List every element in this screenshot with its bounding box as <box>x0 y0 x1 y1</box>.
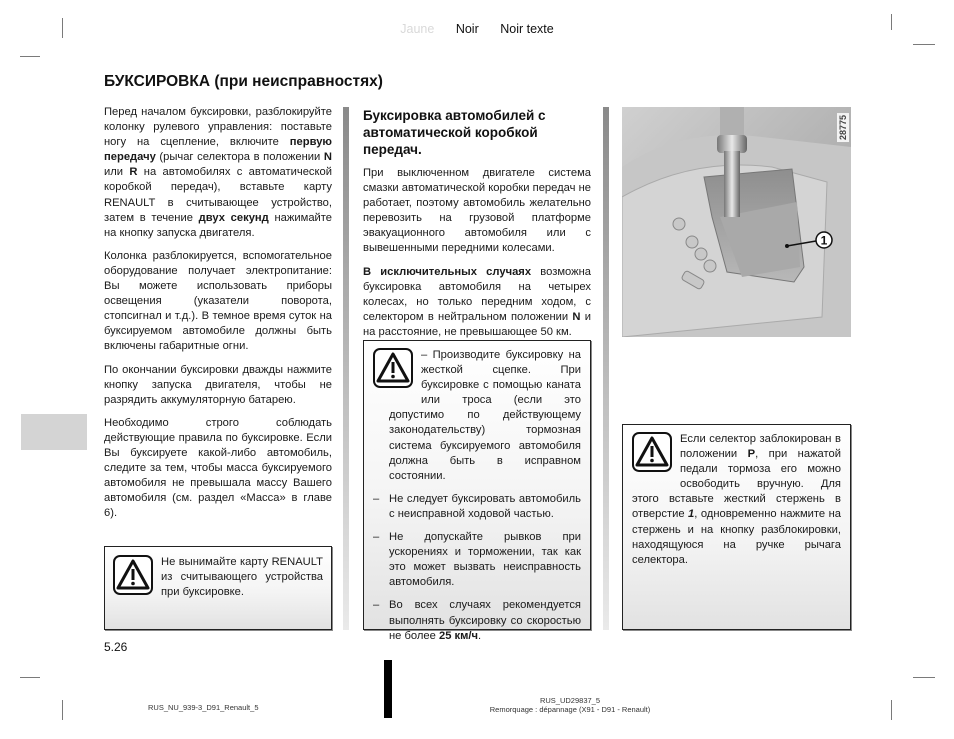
crop-mark <box>913 677 935 678</box>
warning-card-text: Не вынимайте карту RENAULT из считывающего устройства при буксировке. <box>161 556 323 599</box>
warning-triangle-icon <box>373 348 413 393</box>
crop-mark <box>913 44 935 45</box>
section-title-automatic: Буксировка автомобилей с автоматической коробкой передач. <box>363 108 546 157</box>
color-mark-noir: Noir <box>455 22 479 36</box>
gear-selector-illustration <box>622 107 851 337</box>
footer-ref-code: RUS_UD29837_5 <box>539 696 601 705</box>
left-column <box>104 105 332 529</box>
photo-code: 28775 <box>838 115 848 141</box>
callout-number: 1 <box>820 233 828 248</box>
crop-mark <box>891 700 892 720</box>
warning-triangle-icon <box>632 432 672 477</box>
color-marks <box>0 22 954 36</box>
color-mark-noir-texte: Noir texte <box>500 22 554 36</box>
paragraph-unlock-steering: Перед началом буксировки, разблокируйте колонку рулевого управления: поставьте ногу на сцепление, включите первую передачу (рычаг селектора в положении N или R на автомобилях с автоматической коробкой передач), вставьте карту RENAULT в считывающее устройство, затем в течение двух секунд нажимайте на кнопку запуска двигателя. <box>104 106 333 239</box>
crop-mark <box>62 700 63 720</box>
warning-item-speed-limit: – Во всех случаях рекомендуется выполнять буксировку со скоростью не более 25 км/ч. <box>373 599 581 642</box>
warning-triangle-icon <box>113 555 153 600</box>
middle-column <box>363 107 591 348</box>
warning-item-no-jerks: – Не допускайте рывков при ускорениях и торможении, так как это может вызвать неисправность автомобиля. <box>373 531 581 589</box>
registration-bar <box>384 660 392 718</box>
page-title: БУКСИРОВКА (при неисправностях) <box>104 73 383 90</box>
paragraph-automatic-gearbox: При выключенном двигателе система смазки автоматической коробки передач не работает, поэтому автомобиль желательно перевозить на грузовой платформе эвакуационного автомобиля или с вывешенными передними колесами. <box>363 167 591 255</box>
footer-section-ref <box>470 696 670 714</box>
footer-doc-code: RUS_NU_939-3_D91_Renault_5 <box>148 703 259 712</box>
warning-box-selector <box>622 424 851 630</box>
paragraph-after-towing: По окончании буксировки дважды нажмите кнопку запуска двигателя, чтобы не разрядить аккумуляторную батарею. <box>104 363 332 406</box>
page-number: 5.26 <box>104 640 128 654</box>
warning-item-running-gear: – Не следует буксировать автомобиль с неисправной ходовой частью. <box>373 492 581 520</box>
paragraph-towing-rules: Необходимо строго соблюдать действующие правила по буксировке. Если Вы буксируете какой-либо автомобиль, следите за тем, чтобы масса буксируемого автомобиля не превышала массу Вашего автомобиля (см. раздел «Масса» в главе 6). <box>104 416 332 520</box>
crop-mark <box>20 56 40 57</box>
warning-item-rigid-hitch: – Производите буксировку на жесткой сцепке. При буксировке с помощью каната или троса (если это допустимо по действующему законодательству) тормозная система буксируемого автомобиля должна быть в исправном состоянии. <box>389 349 581 482</box>
footer-ref-caption: Remorquage : dépannage (X91 - D91 - Renault) <box>489 705 651 714</box>
column-divider <box>343 107 349 630</box>
warning-box-card <box>104 546 332 630</box>
color-mark-jaune: Jaune <box>400 22 435 36</box>
column-divider <box>603 107 609 630</box>
paragraph-exceptional-cases: В исключительных случаях возможна буксировка автомобиля на четырех колесах, но только передним ходом, с селектором в нейтральном положении N и на расстояние, не превышающее 50 км. <box>363 265 592 338</box>
paragraph-column-unlocked: Колонка разблокируется, вспомогательное оборудование получает электропитание: Вы можете использовать приборы освещения (указатели поворота, стопсигнал и т.д.). В темное время суток на буксируемом автомобиле должны быть включены габаритные огни. <box>104 249 332 353</box>
warning-selector-text: Если селектор заблокирован в положении P, при нажатой педали тормоза его можно освободить вручную. Для этого вставьте жесткий стержень в отверстие 1, одновременно нажмите на стержень и на кнопку разблокировки, находящуюся на ручке рычага селектора. <box>632 433 842 566</box>
gear-selector-photo <box>622 107 851 337</box>
warning-box-towing <box>363 340 591 642</box>
crop-mark <box>20 677 40 678</box>
chapter-tab <box>21 414 87 450</box>
